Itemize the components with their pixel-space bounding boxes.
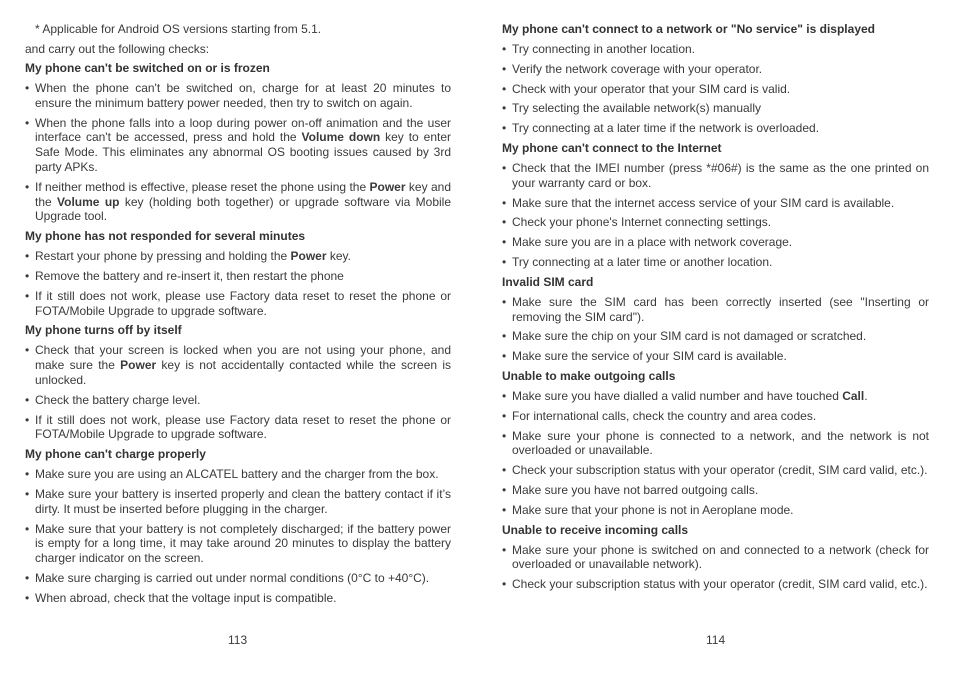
bullet-list — [502, 161, 929, 270]
item-text: When abroad, check that the voltage input is compatible. — [35, 590, 337, 605]
item-text: Check that the IMEI number (press *#06#) is the same as the one printed on your warranty card or box. — [512, 160, 929, 190]
bullet-item — [502, 389, 929, 404]
troubleshooting-section — [502, 141, 929, 270]
bullet-list — [25, 249, 451, 318]
item-text: Make sure that the internet access service of your SIM card is available. — [512, 195, 895, 210]
key-name: Call — [842, 388, 865, 403]
item-text: Make sure you are in a place with network coverage. — [512, 235, 793, 250]
bullet-item — [502, 161, 929, 191]
bullet-list — [25, 467, 451, 605]
troubleshooting-section — [25, 323, 451, 442]
item-text: When the phone falls into a loop during power on-off animation and the user interface can't be accessed, press and hold the — [35, 115, 451, 145]
item-text: Remove the battery and re-insert it, then restart the phone — [35, 268, 344, 283]
item-text: key. — [326, 249, 351, 264]
section-heading: Unable to make outgoing calls — [502, 368, 676, 383]
section-heading: My phone has not responded for several minutes — [25, 229, 306, 244]
section-heading: My phone can't charge properly — [25, 447, 206, 462]
bullet-item — [502, 42, 929, 57]
item-text: Check your subscription status with your operator (credit, SIM card valid, etc.). — [512, 463, 928, 478]
troubleshooting-section — [502, 369, 929, 518]
item-text: Make sure you have dialled a valid number and have touched — [512, 388, 843, 403]
item-text: Make sure the chip on your SIM card is not damaged or scratched. — [512, 329, 867, 344]
bullet-item — [502, 196, 929, 211]
troubleshooting-section — [25, 61, 451, 224]
troubleshooting-section — [502, 523, 929, 592]
bullet-item — [502, 82, 929, 97]
key-name: Power — [120, 358, 157, 373]
section-heading: My phone turns off by itself — [25, 323, 182, 338]
bullet-list — [502, 543, 929, 592]
bullet-item — [25, 116, 451, 175]
bullet-item — [502, 429, 929, 459]
key-name: Volume down — [301, 130, 381, 145]
bullet-item — [502, 543, 929, 573]
item-text: Check the battery charge level. — [35, 392, 201, 407]
section-heading: My phone can't connect to the Internet — [502, 140, 722, 155]
section-heading: Unable to receive incoming calls — [502, 522, 689, 537]
bullet-item — [502, 503, 929, 518]
bullet-item — [502, 101, 929, 116]
item-text: key (holding both together) or upgrade software via Mobile Upgrade tool. — [35, 194, 452, 224]
item-text: key to enter Safe Mode. This eliminates any abnormal OS booting issues caused by 3rd party APKs. — [35, 130, 452, 174]
bullet-item — [25, 289, 451, 319]
item-text: Check with your operator that your SIM card is valid. — [512, 81, 791, 96]
bullet-item — [25, 522, 451, 566]
bullet-item — [25, 487, 451, 517]
right-page — [477, 0, 954, 678]
bullet-item — [502, 235, 929, 250]
section-heading: My phone can't connect to a network or "No service" is displayed — [502, 22, 875, 36]
item-text: When the phone can't be switched on, charge for at least 20 minutes to ensure the minimum battery power needed, then try to switch on again. — [35, 81, 451, 110]
page-number: 113 — [228, 633, 248, 647]
item-text: Check your subscription status with your operator (credit, SIM card valid, etc.). — [512, 577, 928, 592]
item-text: Verify the network coverage with your operator. — [512, 61, 763, 76]
item-text: Try connecting at a later time if the network is overloaded. — [512, 121, 820, 136]
key-name: Power — [369, 179, 406, 194]
key-name: Power — [290, 249, 327, 264]
item-text: Restart your phone by pressing and holding the — [35, 249, 291, 264]
item-text: key and the — [35, 179, 451, 209]
bullet-item — [502, 577, 929, 592]
bullet-item — [25, 180, 451, 224]
item-text: If it still does not work, please use Factory data reset to reset the phone or FOTA/Mobile Upgrade to upgrade software. — [35, 412, 451, 442]
bullet-item — [25, 413, 451, 443]
bullet-item — [502, 483, 929, 498]
bullet-item — [502, 409, 929, 424]
item-text: Try connecting in another location. — [512, 42, 695, 56]
bullet-item — [25, 571, 451, 586]
bullet-item — [25, 467, 451, 482]
troubleshooting-section — [502, 275, 929, 364]
item-text: Make sure your phone is switched on and connected to a network (check for overloaded or unavailable network). — [512, 542, 929, 572]
bullet-item — [25, 249, 451, 264]
item-text: . — [864, 388, 868, 403]
item-text: Make sure that your battery is not completely discharged; if the battery power is empty for a long time, it may take around 20 minutes to display the battery charger indicator on the screen. — [35, 521, 451, 566]
item-text: If neither method is effective, please reset the phone using the — [35, 179, 370, 194]
item-text: Try selecting the available network(s) manually — [512, 101, 761, 116]
bullet-item — [502, 463, 929, 478]
item-text: key is not accidentally contacted while the screen is unlocked. — [35, 358, 451, 387]
bullet-list — [502, 42, 929, 136]
troubleshooting-section — [25, 447, 451, 605]
item-text: Make sure you are using an ALCATEL battery and the charger from the box. — [35, 467, 439, 482]
item-text: Check that your screen is locked when you are not using your phone, and make sure the — [35, 343, 451, 373]
item-text: Make sure that your phone is not in Aeroplane mode. — [512, 502, 794, 517]
bullet-item — [25, 269, 451, 284]
bullet-item — [25, 81, 451, 111]
page-number: 114 — [706, 633, 726, 647]
section-heading: My phone can't be switched on or is frozen — [25, 61, 270, 75]
bullet-list — [25, 343, 451, 442]
item-text: Check your phone's Internet connecting settings. — [512, 215, 772, 230]
key-name: Volume up — [57, 194, 120, 209]
bullet-item — [502, 121, 929, 136]
bullet-item — [25, 343, 451, 387]
bullet-item — [502, 329, 929, 344]
bullet-list — [502, 389, 929, 518]
bullet-item — [502, 215, 929, 230]
troubleshooting-section — [25, 229, 451, 318]
bullet-item — [25, 591, 451, 606]
bullet-list — [502, 295, 929, 364]
item-text: Try connecting at a later time or another location. — [512, 254, 773, 269]
footnote: * Applicable for Android OS versions starting from 5.1. — [35, 22, 322, 36]
troubleshooting-section — [502, 22, 929, 136]
bullet-item — [502, 349, 929, 364]
left-sections — [25, 61, 451, 606]
bullet-item — [502, 295, 929, 325]
item-text: Make sure the SIM card has been correctly inserted (see "Inserting or removing the SIM card"). — [512, 294, 929, 324]
section-heading: Invalid SIM card — [502, 274, 594, 289]
bullet-item — [25, 393, 451, 408]
bullet-item — [502, 62, 929, 77]
item-text: Make sure your phone is connected to a network, and the network is not overloaded or unavailable. — [512, 428, 929, 458]
item-text: Make sure the service of your SIM card is available. — [512, 349, 787, 364]
intro-text: and carry out the following checks: — [25, 42, 210, 56]
item-text: Make sure you have not barred outgoing calls. — [512, 482, 759, 497]
item-text: Make sure charging is carried out under normal conditions (0°C to +40°C). — [35, 570, 430, 585]
item-text: If it still does not work, please use Factory data reset to reset the phone or FOTA/Mobile Upgrade to upgrade software. — [35, 288, 451, 318]
right-sections — [502, 22, 929, 592]
bullet-list — [25, 81, 451, 224]
item-text: For international calls, check the country and area codes. — [512, 408, 817, 423]
item-text: Make sure your battery is inserted properly and clean the battery contact if it’s dirty. It must be inserted before plugging in the charger. — [35, 486, 451, 516]
bullet-item — [502, 255, 929, 270]
